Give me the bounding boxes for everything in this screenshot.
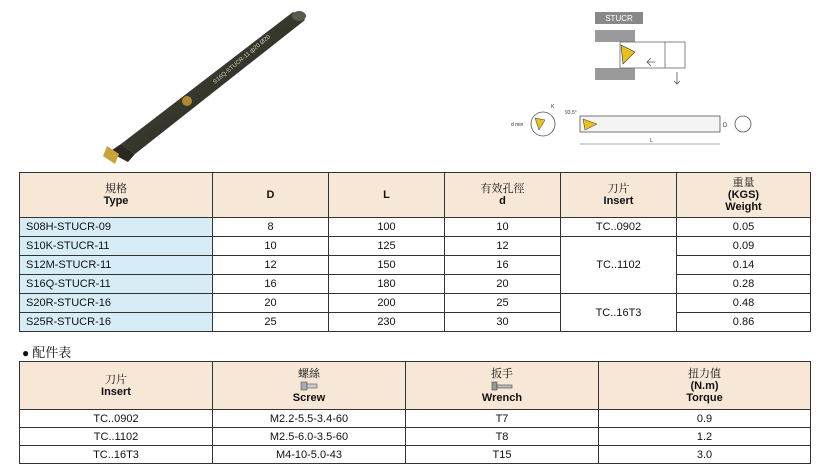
cell-screw: M2.2-5.5-3.4-60 <box>213 410 406 428</box>
header-d: 有效孔徑 d <box>445 173 561 218</box>
cell-screw: M2.5-6.0-3.5-60 <box>213 428 406 446</box>
header-insert: 刀片 Insert <box>561 173 677 218</box>
acc-header-wrench: 扳手 Wrench <box>406 362 599 410</box>
cell-insert: TC..1102 <box>561 237 677 294</box>
accessories-title: ● 配件表 <box>22 345 72 360</box>
cell-weight: 0.05 <box>677 218 811 237</box>
table-row <box>20 446 811 464</box>
cell-L: 150 <box>329 256 445 275</box>
screw-icon <box>300 381 318 391</box>
cell-insert: TC..16T3 <box>20 446 213 464</box>
cell-type: S08H-STUCR-09 <box>20 218 213 237</box>
table-row <box>20 237 811 256</box>
cell-d: 12 <box>445 237 561 256</box>
cell-L: 100 <box>329 218 445 237</box>
cell-L: 180 <box>329 275 445 294</box>
cell-wrench: T15 <box>406 446 599 464</box>
cell-torque: 0.9 <box>599 410 811 428</box>
cell-d: 30 <box>445 313 561 332</box>
cell-d: 25 <box>445 294 561 313</box>
cell-insert: TC..1102 <box>20 428 213 446</box>
table-row <box>20 275 811 294</box>
cell-type: S10K-STUCR-11 <box>20 237 213 256</box>
cell-weight: 0.09 <box>677 237 811 256</box>
cell-insert: TC..0902 <box>561 218 677 237</box>
spec-header-row <box>20 173 811 218</box>
header-type-en: Type <box>103 195 129 207</box>
cell-L: 200 <box>329 294 445 313</box>
cell-screw: M4-10-5.0-43 <box>213 446 406 464</box>
stucr-label: STUCR <box>605 14 633 23</box>
header-L: L <box>329 173 445 218</box>
cell-L: 230 <box>329 313 445 332</box>
cell-weight: 0.14 <box>677 256 811 275</box>
cell-torque: 3.0 <box>599 446 811 464</box>
header-D: D <box>213 173 329 218</box>
cell-L: 125 <box>329 237 445 256</box>
cell-wrench: T7 <box>406 410 599 428</box>
table-row <box>20 294 811 313</box>
k-label: K <box>551 104 555 110</box>
cell-D: 12 <box>213 256 329 275</box>
cell-type: S25R-STUCR-16 <box>20 313 213 332</box>
cell-d: 20 <box>445 275 561 294</box>
boring-bar-photo <box>95 4 325 164</box>
cell-insert: TC..16T3 <box>561 294 677 332</box>
accessories-header-row <box>20 362 811 410</box>
cell-weight: 0.86 <box>677 313 811 332</box>
table-row <box>20 256 811 275</box>
cell-type: S20R-STUCR-16 <box>20 294 213 313</box>
table-row <box>20 428 811 446</box>
acc-header-screw: 螺絲 Screw <box>213 362 406 410</box>
header-type <box>20 173 213 218</box>
accessories-table <box>19 361 811 464</box>
cell-d: 16 <box>445 256 561 275</box>
cell-wrench: T8 <box>406 428 599 446</box>
wrench-icon <box>491 381 513 391</box>
header-weight: 重量 (KGS) Weight <box>677 173 811 218</box>
dimension-drawing <box>505 96 760 156</box>
cell-insert: TC..0902 <box>20 410 213 428</box>
angle-label: 93.5° <box>565 110 577 116</box>
svg-text:S16Q-STUCR-11 ф20 Ø20: S16Q-STUCR-11 ф20 Ø20 <box>212 34 272 86</box>
l-label: L <box>650 138 653 144</box>
d-min-label: d min <box>511 122 524 128</box>
cell-D: 16 <box>213 275 329 294</box>
table-row <box>20 313 811 332</box>
d-label: D <box>723 123 728 129</box>
bullet-icon: ● <box>22 346 30 360</box>
cell-d: 10 <box>445 218 561 237</box>
cell-D: 10 <box>213 237 329 256</box>
cell-torque: 1.2 <box>599 428 811 446</box>
cell-D: 25 <box>213 313 329 332</box>
stucr-schematic <box>585 12 695 92</box>
cell-D: 8 <box>213 218 329 237</box>
cell-weight: 0.48 <box>677 294 811 313</box>
acc-header-insert: 刀片 Insert <box>20 362 213 410</box>
acc-header-torque: 扭力值 (N.m) Torque <box>599 362 811 410</box>
cell-weight: 0.28 <box>677 275 811 294</box>
header-type-zh: 規格 <box>105 183 127 195</box>
spec-table <box>19 172 811 332</box>
table-row <box>20 410 811 428</box>
cell-type: S12M-STUCR-11 <box>20 256 213 275</box>
table-row <box>20 218 811 237</box>
cell-D: 20 <box>213 294 329 313</box>
cell-type: S16Q-STUCR-11 <box>20 275 213 294</box>
